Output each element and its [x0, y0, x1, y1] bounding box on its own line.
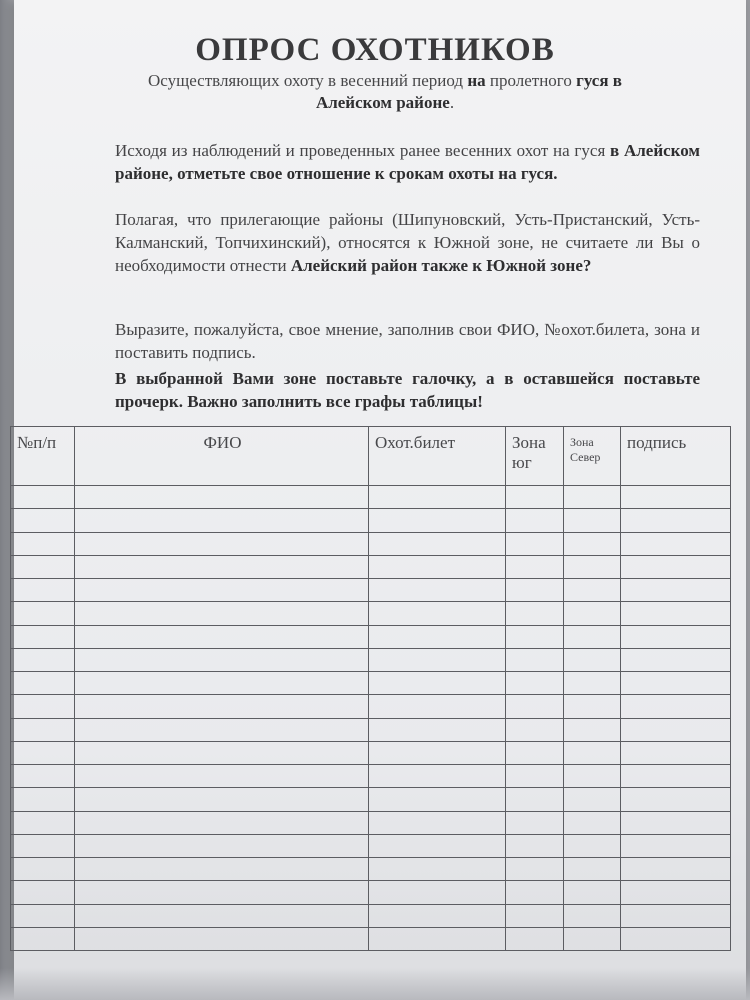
cell-zone-south[interactable] — [506, 834, 564, 857]
cell-zone-north[interactable] — [564, 509, 621, 532]
cell-zone-north[interactable] — [564, 858, 621, 881]
cell-zone-south[interactable] — [506, 718, 564, 741]
cell-zone-north[interactable] — [564, 741, 621, 764]
cell-number[interactable] — [11, 834, 75, 857]
table-row — [11, 672, 731, 695]
cell-signature[interactable] — [621, 625, 731, 648]
cell-zone-north[interactable] — [564, 602, 621, 625]
cell-signature[interactable] — [621, 509, 731, 532]
cell-fio[interactable] — [75, 858, 369, 881]
table-row — [11, 788, 731, 811]
cell-number[interactable] — [11, 532, 75, 555]
cell-zone-north[interactable] — [564, 904, 621, 927]
cell-zone-north[interactable] — [564, 765, 621, 788]
cell-fio[interactable] — [75, 811, 369, 834]
cell-number[interactable] — [11, 625, 75, 648]
cell-hunting-ticket[interactable] — [369, 881, 506, 904]
cell-zone-south[interactable] — [506, 695, 564, 718]
table-row — [11, 532, 731, 555]
cell-fio[interactable] — [75, 509, 369, 532]
cell-signature[interactable] — [621, 532, 731, 555]
cell-hunting-ticket[interactable] — [369, 695, 506, 718]
cell-hunting-ticket[interactable] — [369, 672, 506, 695]
table-row — [11, 486, 731, 509]
cell-zone-north[interactable] — [564, 695, 621, 718]
table-header-row — [11, 427, 731, 486]
cell-zone-south[interactable] — [506, 765, 564, 788]
cell-signature[interactable] — [621, 718, 731, 741]
cell-zone-north[interactable] — [564, 486, 621, 509]
cell-zone-south[interactable] — [506, 741, 564, 764]
cell-hunting-ticket[interactable] — [369, 602, 506, 625]
cell-fio[interactable] — [75, 718, 369, 741]
cell-fio[interactable] — [75, 927, 369, 950]
cell-number[interactable] — [11, 927, 75, 950]
cell-zone-south[interactable] — [506, 788, 564, 811]
cell-number[interactable] — [11, 648, 75, 671]
cell-hunting-ticket[interactable] — [369, 718, 506, 741]
cell-hunting-ticket[interactable] — [369, 509, 506, 532]
cell-hunting-ticket[interactable] — [369, 648, 506, 671]
table-row — [11, 648, 731, 671]
cell-zone-north[interactable] — [564, 718, 621, 741]
cell-signature[interactable] — [621, 858, 731, 881]
cell-zone-south[interactable] — [506, 579, 564, 602]
table-row — [11, 579, 731, 602]
cell-number[interactable] — [11, 672, 75, 695]
cell-zone-south[interactable] — [506, 672, 564, 695]
cell-fio[interactable] — [75, 834, 369, 857]
cell-zone-north[interactable] — [564, 834, 621, 857]
header-signature: подпись — [621, 427, 731, 486]
table-row — [11, 834, 731, 857]
cell-signature[interactable] — [621, 788, 731, 811]
paragraph-4-instruction: В выбранной Вами зоне поставьте галочку, а в оставшейся поставьте прочерк. Важно заполнить все графы таблицы! — [115, 369, 700, 411]
cell-zone-south[interactable] — [506, 904, 564, 927]
cell-signature[interactable] — [621, 602, 731, 625]
cell-zone-north[interactable] — [564, 881, 621, 904]
subtitle-text-1: Осуществляющих охоту в весенний период — [148, 71, 468, 90]
cell-zone-south[interactable] — [506, 881, 564, 904]
survey-subtitle — [120, 70, 650, 114]
cell-hunting-ticket[interactable] — [369, 486, 506, 509]
cell-number[interactable] — [11, 718, 75, 741]
cell-number[interactable] — [11, 858, 75, 881]
header-zone-north: Зона Север — [564, 427, 621, 486]
cell-fio[interactable] — [75, 765, 369, 788]
cell-signature[interactable] — [621, 741, 731, 764]
cell-hunting-ticket[interactable] — [369, 741, 506, 764]
paragraph-1-bold: в Алейском районе, отметьте свое отношение к срокам охоты на гуся. — [115, 141, 700, 183]
subtitle-bold-2: гуся в Алейском районе — [315, 71, 622, 112]
cell-hunting-ticket[interactable] — [369, 765, 506, 788]
cell-signature[interactable] — [621, 672, 731, 695]
cell-fio[interactable] — [75, 648, 369, 671]
cell-hunting-ticket[interactable] — [369, 858, 506, 881]
cell-number[interactable] — [11, 811, 75, 834]
cell-number[interactable] — [11, 765, 75, 788]
cell-hunting-ticket[interactable] — [369, 555, 506, 578]
cell-fio[interactable] — [75, 579, 369, 602]
table-row — [11, 509, 731, 532]
cell-zone-north[interactable] — [564, 648, 621, 671]
cell-zone-north[interactable] — [564, 555, 621, 578]
cell-hunting-ticket[interactable] — [369, 579, 506, 602]
cell-hunting-ticket[interactable] — [369, 811, 506, 834]
table-row — [11, 625, 731, 648]
cell-zone-south[interactable] — [506, 602, 564, 625]
cell-hunting-ticket[interactable] — [369, 532, 506, 555]
header-number: №п/п — [11, 427, 75, 486]
cell-signature[interactable] — [621, 695, 731, 718]
table-row — [11, 695, 731, 718]
cell-hunting-ticket[interactable] — [369, 625, 506, 648]
cell-zone-south[interactable] — [506, 811, 564, 834]
cell-number[interactable] — [11, 579, 75, 602]
cell-number[interactable] — [11, 695, 75, 718]
cell-zone-south[interactable] — [506, 858, 564, 881]
cell-fio[interactable] — [75, 672, 369, 695]
cell-fio[interactable] — [75, 486, 369, 509]
cell-signature[interactable] — [621, 648, 731, 671]
paragraph-1-text: Исходя из наблюдений и проведенных ранее весенних охот на гуся — [115, 141, 611, 160]
cell-signature[interactable] — [621, 579, 731, 602]
cell-zone-south[interactable] — [506, 509, 564, 532]
bottom-shadow — [0, 968, 750, 1000]
cell-signature[interactable] — [621, 904, 731, 927]
cell-zone-north[interactable] — [564, 625, 621, 648]
cell-number[interactable] — [11, 509, 75, 532]
cell-fio[interactable] — [75, 881, 369, 904]
cell-signature[interactable] — [621, 927, 731, 950]
cell-fio[interactable] — [75, 625, 369, 648]
cell-fio[interactable] — [75, 904, 369, 927]
header-zone-south: Зона юг — [506, 427, 564, 486]
cell-hunting-ticket[interactable] — [369, 834, 506, 857]
cell-fio[interactable] — [75, 788, 369, 811]
cell-zone-north[interactable] — [564, 811, 621, 834]
cell-number[interactable] — [11, 741, 75, 764]
survey-table — [10, 426, 731, 951]
cell-zone-north[interactable] — [564, 672, 621, 695]
cell-hunting-ticket[interactable] — [369, 788, 506, 811]
table-row — [11, 741, 731, 764]
cell-signature[interactable] — [621, 765, 731, 788]
cell-signature[interactable] — [621, 881, 731, 904]
cell-number[interactable] — [11, 904, 75, 927]
cell-zone-north[interactable] — [564, 579, 621, 602]
cell-fio[interactable] — [75, 532, 369, 555]
table-row — [11, 555, 731, 578]
subtitle-text-2: пролетного — [485, 71, 577, 90]
cell-fio[interactable] — [75, 602, 369, 625]
table-row — [11, 858, 731, 881]
header-fio: ФИО — [75, 427, 369, 486]
cell-number[interactable] — [11, 881, 75, 904]
cell-signature[interactable] — [621, 834, 731, 857]
paragraph-2-text: Полагая, что прилегающие районы (Шипуновский, Усть-Пристанский, Усть-Калманский, Топчихинский), относятся к Южной зоне, не считаете ли Вы о необходимости отнести — [115, 210, 700, 275]
cell-hunting-ticket[interactable] — [369, 927, 506, 950]
cell-zone-south[interactable] — [506, 648, 564, 671]
cell-signature[interactable] — [621, 811, 731, 834]
cell-number[interactable] — [11, 486, 75, 509]
table-row — [11, 602, 731, 625]
cell-fio[interactable] — [75, 555, 369, 578]
cell-zone-south[interactable] — [506, 927, 564, 950]
header-hunting-ticket: Охот.билет — [369, 427, 506, 486]
cell-hunting-ticket[interactable] — [369, 904, 506, 927]
cell-zone-south[interactable] — [506, 555, 564, 578]
paragraph-2 — [115, 208, 700, 277]
cell-zone-south[interactable] — [506, 486, 564, 509]
paragraph-3: Выразите, пожалуйста, свое мнение, заполнив свои ФИО, №охот.билета, зона и поставить подпись. — [115, 320, 700, 362]
table-row — [11, 904, 731, 927]
table-body — [11, 486, 731, 951]
cell-number[interactable] — [11, 555, 75, 578]
cell-fio[interactable] — [75, 695, 369, 718]
cell-number[interactable] — [11, 788, 75, 811]
table-row — [11, 881, 731, 904]
cell-signature[interactable] — [621, 486, 731, 509]
table-row — [11, 927, 731, 950]
cell-signature[interactable] — [621, 555, 731, 578]
survey-title: ОПРОС ОХОТНИКОВ — [195, 32, 555, 68]
cell-zone-south[interactable] — [506, 532, 564, 555]
table-row — [11, 811, 731, 834]
cell-zone-south[interactable] — [506, 625, 564, 648]
cell-number[interactable] — [11, 602, 75, 625]
cell-zone-north[interactable] — [564, 532, 621, 555]
cell-fio[interactable] — [75, 741, 369, 764]
subtitle-bold-1: на — [467, 71, 486, 90]
paragraph-2-bold: Алейский район также к Южной зоне? — [290, 256, 592, 275]
subtitle-end: . — [449, 93, 455, 112]
table-row — [11, 718, 731, 741]
cell-zone-north[interactable] — [564, 927, 621, 950]
table-row — [11, 765, 731, 788]
paragraph-1 — [115, 139, 700, 185]
cell-zone-north[interactable] — [564, 788, 621, 811]
